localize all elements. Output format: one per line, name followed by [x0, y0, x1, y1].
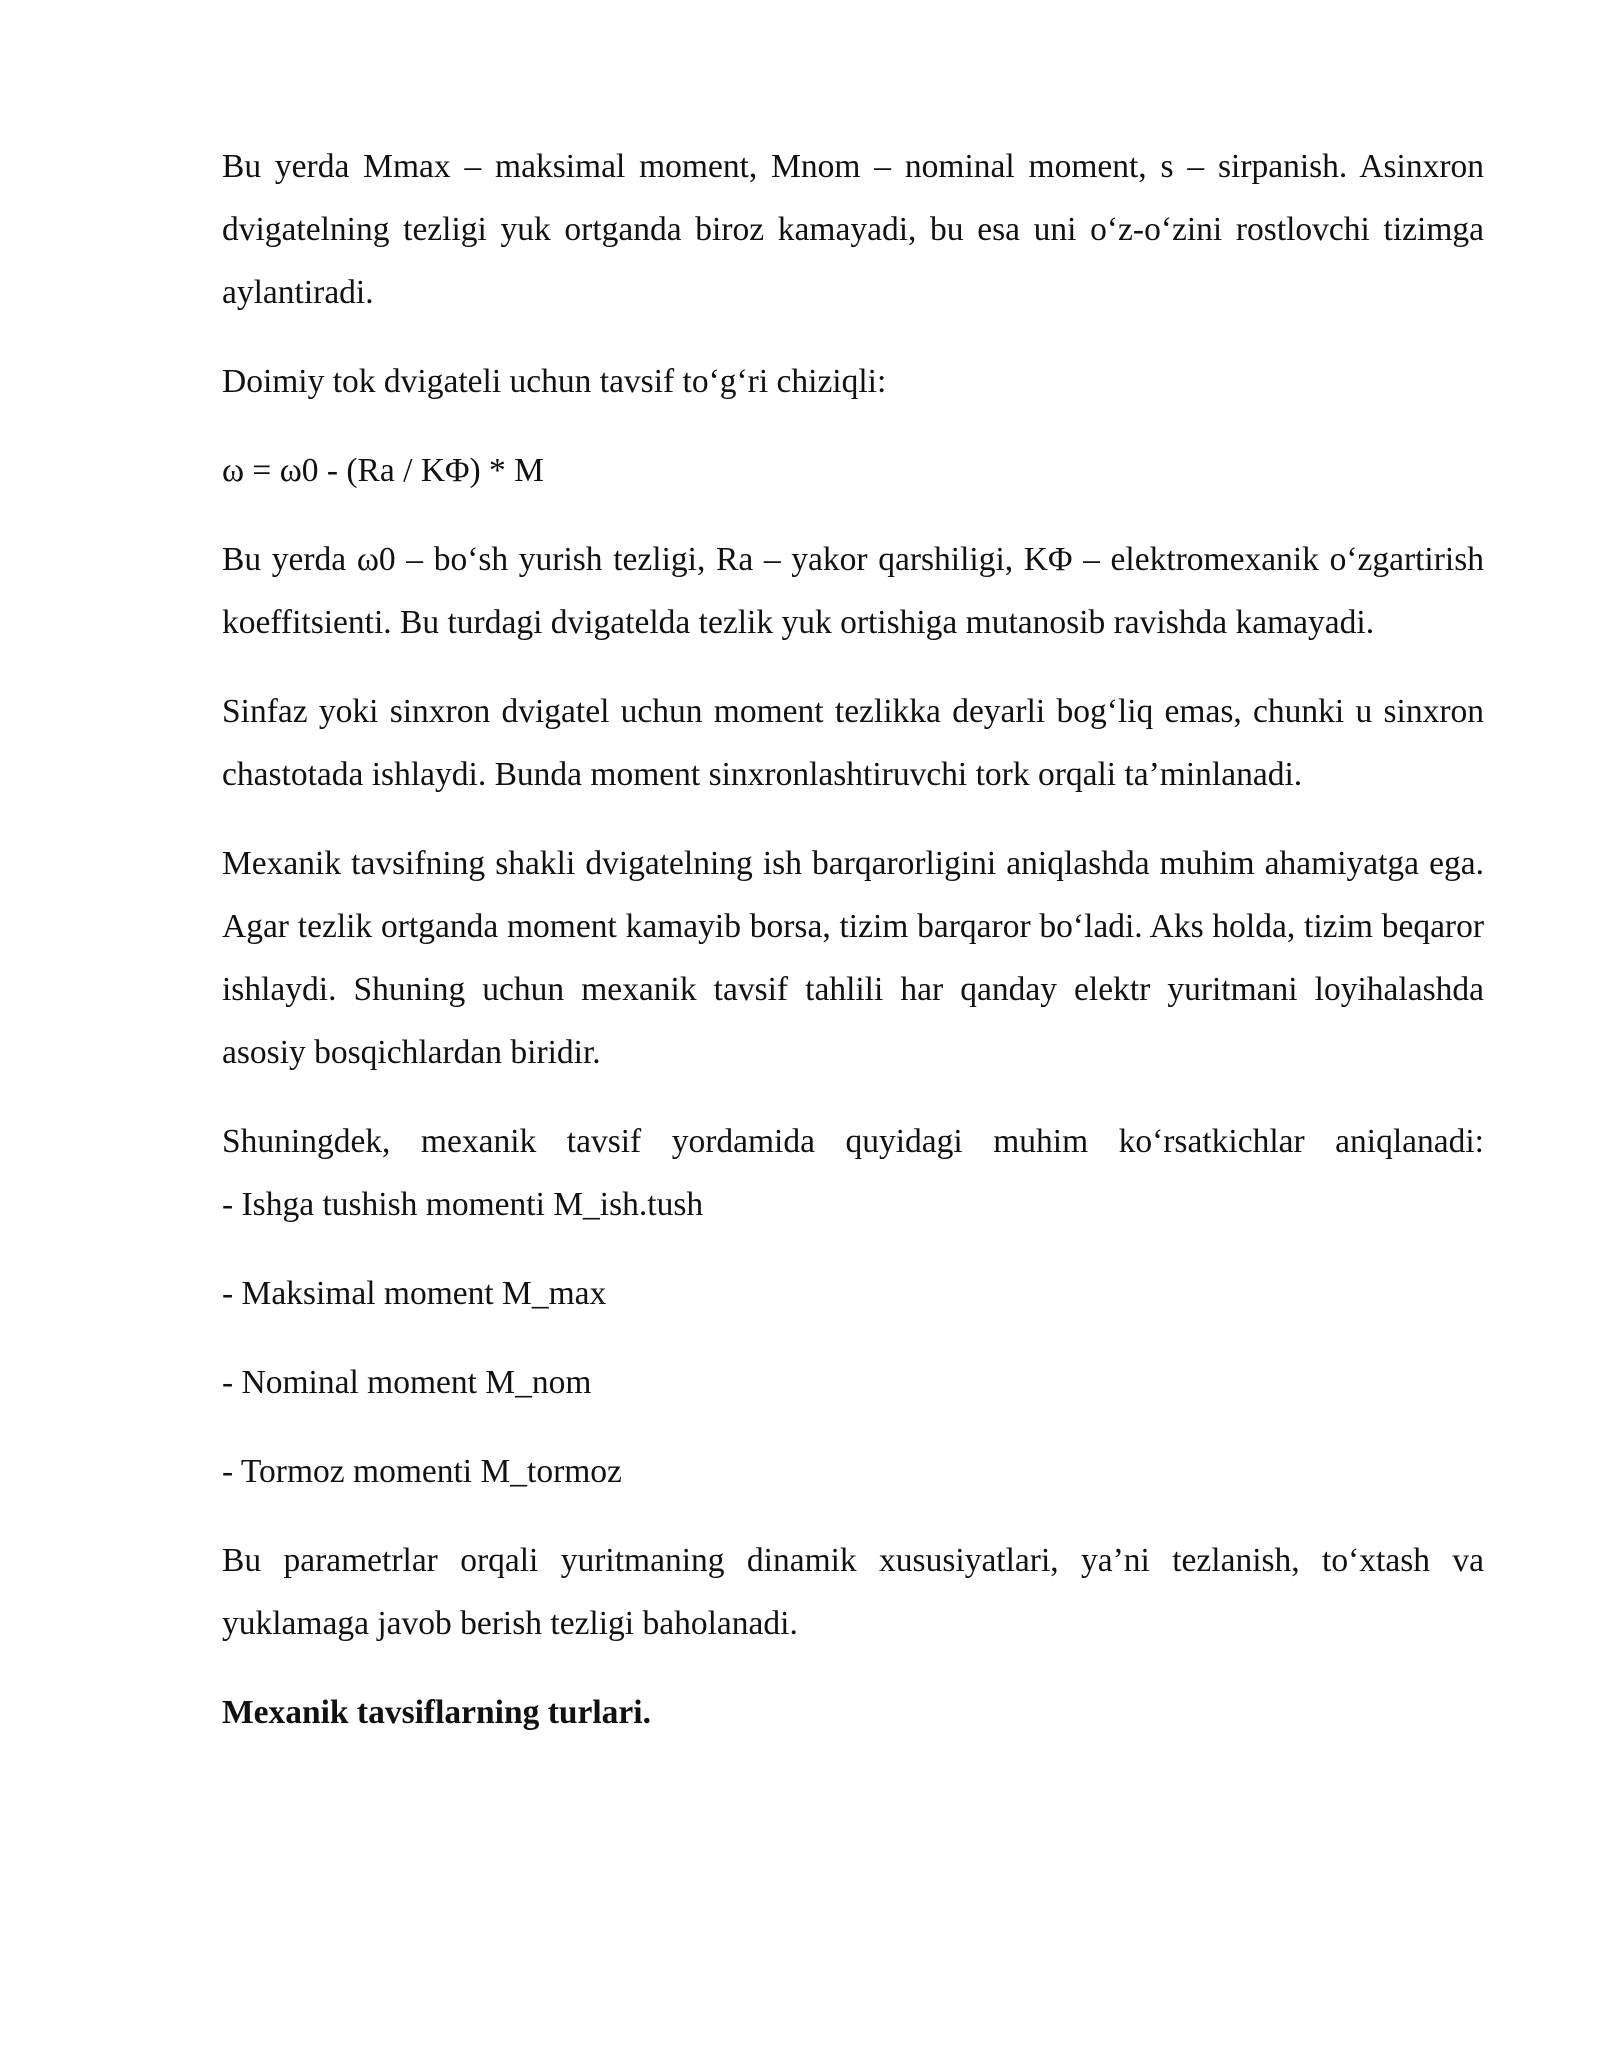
- list-item-max-moment: - Maksimal moment M_max: [222, 1275, 607, 1312]
- list-item-nominal-moment: - Nominal moment M_nom: [222, 1364, 592, 1401]
- section-heading: Mexanik tavsiflarning turlari.: [222, 1694, 651, 1731]
- list-item-starting-moment: - Ishga tushish momenti M_ish.tush: [222, 1186, 704, 1223]
- paragraph-formula-terms: Bu yerda ω0 – bo‘sh yurish tezligi, Ra – yakor qarshiligi, KΦ – elektromexanik o‘zgartirish koeffitsienti. Bu turdagi dvigatelda tezlik yuk ortishiga mutanosib ravishda kamayadi.: [222, 541, 1484, 641]
- document-page: [222, 135, 1484, 1744]
- paragraph-indicators: [222, 1110, 1484, 1236]
- list-item-brake-moment: - Tormoz momenti M_tormoz: [222, 1453, 622, 1490]
- paragraph-slip-description: Bu yerda Mmax – maksimal moment, Mnom – nominal moment, s – sirpanish. Asinxron dvigatelning tezligi yuk ortganda biroz kamayadi, bu esa uni o‘z-o‘zini rostlovchi tizimga aylantiradi.: [222, 148, 1484, 311]
- speed-formula: ω = ω0 - (Ra / KΦ) * M: [222, 452, 544, 489]
- paragraph-stability: Mexanik tavsifning shakli dvigatelning ish barqarorligini aniqlashda muhim ahamiyatga ega. Agar tezlik ortganda moment kamayib borsa, tizim barqaror bo‘ladi. Aks holda, tizim beqaror ishlaydi. Shuning uchun mexanik tavsif tahlili har qanday elektr yuritmani loyihalashda asosiy bosqichlardan biridir.: [222, 845, 1484, 1071]
- paragraph-synchronous-motor: Sinfaz yoki sinxron dvigatel uchun moment tezlikka deyarli bog‘liq emas, chunki u sinxron chastotada ishlaydi. Bunda moment sinxronlashtiruvchi tork orqali ta’minlanadi.: [222, 693, 1484, 793]
- paragraph-dc-motor-intro: Doimiy tok dvigateli uchun tavsif to‘g‘ri chiziqli:: [222, 363, 887, 400]
- paragraph-parameters: Bu parametrlar orqali yuritmaning dinamik xususiyatlari, ya’ni tezlanish, to‘xtash va yuklamaga javob berish tezligi baholanadi.: [222, 1542, 1484, 1642]
- indicators-intro: Shuningdek, mexanik tavsif yordamida quyidagi muhim ko‘rsatkichlar aniqlanadi:: [222, 1123, 1484, 1160]
